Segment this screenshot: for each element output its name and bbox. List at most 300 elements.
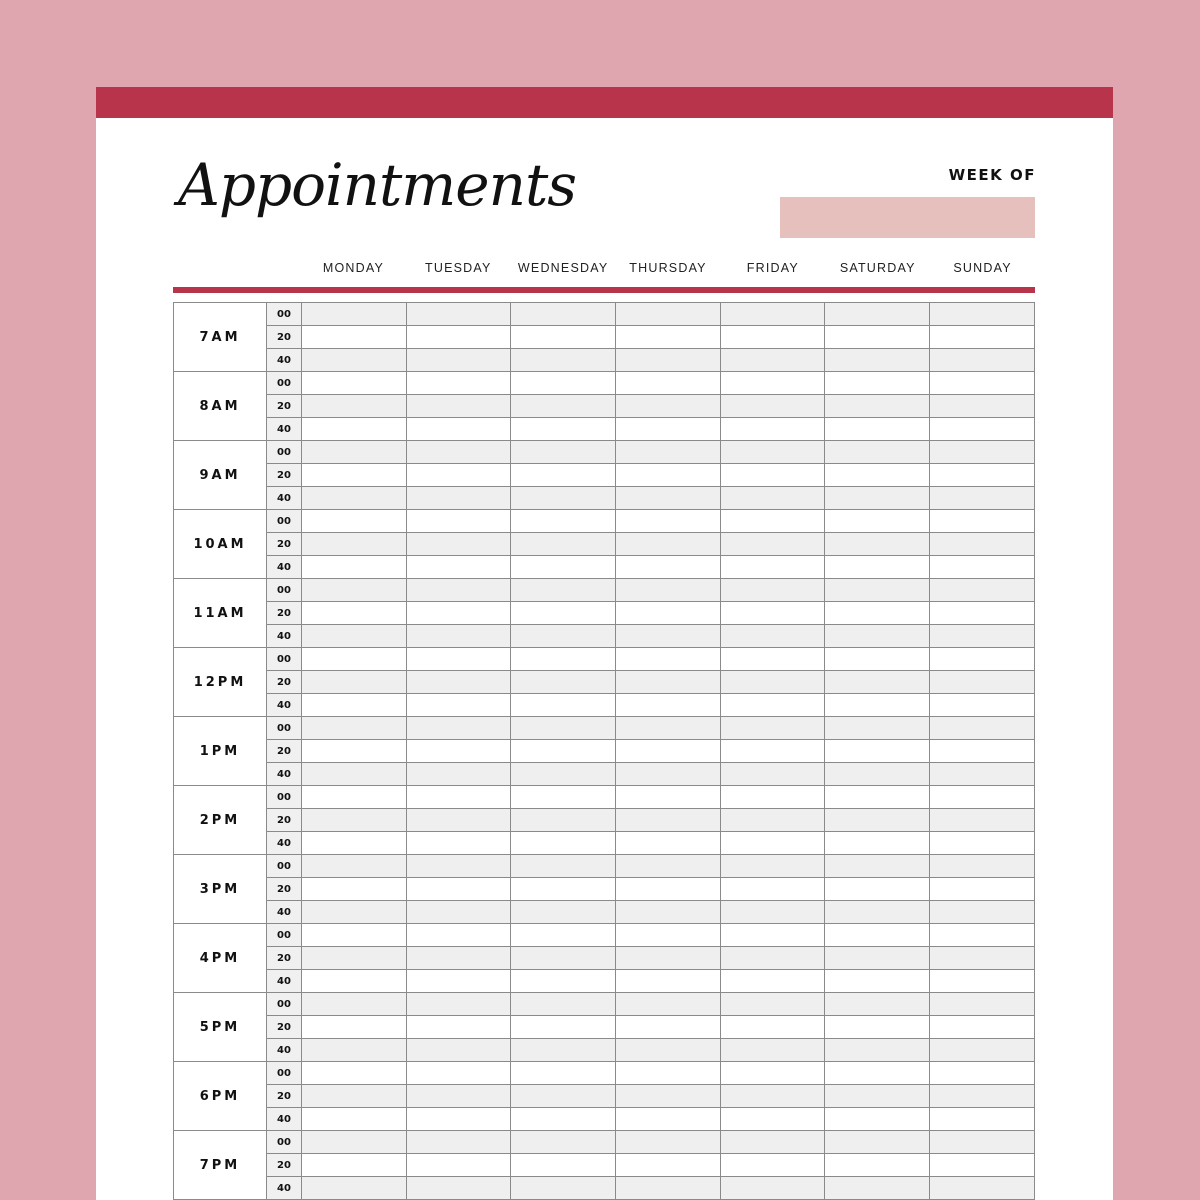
appointment-slot[interactable] xyxy=(406,671,511,694)
appointment-slot[interactable] xyxy=(302,1154,407,1177)
appointment-slot[interactable] xyxy=(302,372,407,395)
day-header-thursday: THURSDAY xyxy=(629,261,707,275)
minute-label: 00 xyxy=(267,1131,302,1154)
table-row xyxy=(174,648,1035,671)
appointment-slot[interactable] xyxy=(825,993,930,1016)
appointment-slot[interactable] xyxy=(406,625,511,648)
minute-label: 40 xyxy=(267,832,302,855)
appointment-slot[interactable] xyxy=(406,901,511,924)
appointment-slot[interactable] xyxy=(720,717,825,740)
appointment-slot[interactable] xyxy=(930,1177,1035,1200)
appointment-slot[interactable] xyxy=(511,924,616,947)
appointment-slot[interactable] xyxy=(616,510,721,533)
appointment-slot[interactable] xyxy=(302,648,407,671)
table-row xyxy=(174,1154,1035,1177)
appointment-slot[interactable] xyxy=(720,602,825,625)
appointment-slot[interactable] xyxy=(406,1016,511,1039)
appointment-slot[interactable] xyxy=(406,510,511,533)
appointment-slot[interactable] xyxy=(511,1108,616,1131)
appointment-slot[interactable] xyxy=(511,1131,616,1154)
appointment-slot[interactable] xyxy=(825,855,930,878)
appointment-slot[interactable] xyxy=(302,464,407,487)
appointment-slot[interactable] xyxy=(930,602,1035,625)
appointment-slot[interactable] xyxy=(302,878,407,901)
appointment-slot[interactable] xyxy=(302,625,407,648)
appointment-slot[interactable] xyxy=(302,395,407,418)
appointment-slot[interactable] xyxy=(406,326,511,349)
appointment-slot[interactable] xyxy=(406,1085,511,1108)
appointment-slot[interactable] xyxy=(511,855,616,878)
appointment-slot[interactable] xyxy=(720,533,825,556)
appointment-slot[interactable] xyxy=(511,878,616,901)
appointment-slot[interactable] xyxy=(406,809,511,832)
appointment-slot[interactable] xyxy=(720,832,825,855)
appointment-slot[interactable] xyxy=(616,1131,721,1154)
appointment-slot[interactable] xyxy=(511,372,616,395)
appointment-slot[interactable] xyxy=(616,464,721,487)
table-row xyxy=(174,740,1035,763)
appointment-slot[interactable] xyxy=(825,878,930,901)
appointment-slot[interactable] xyxy=(406,602,511,625)
week-of-field[interactable] xyxy=(780,197,1035,238)
appointment-slot[interactable] xyxy=(825,717,930,740)
appointment-slot[interactable] xyxy=(720,855,825,878)
appointment-slot[interactable] xyxy=(511,671,616,694)
appointment-slot[interactable] xyxy=(930,326,1035,349)
appointment-slot[interactable] xyxy=(720,1062,825,1085)
appointment-slot[interactable] xyxy=(930,947,1035,970)
appointment-slot[interactable] xyxy=(616,671,721,694)
appointment-slot[interactable] xyxy=(930,487,1035,510)
appointment-slot[interactable] xyxy=(930,1131,1035,1154)
appointment-slot[interactable] xyxy=(930,556,1035,579)
appointment-slot[interactable] xyxy=(616,326,721,349)
appointment-slot[interactable] xyxy=(302,786,407,809)
appointment-slot[interactable] xyxy=(930,924,1035,947)
table-row xyxy=(174,694,1035,717)
appointment-slot[interactable] xyxy=(302,326,407,349)
appointment-slot[interactable] xyxy=(825,740,930,763)
appointment-slot[interactable] xyxy=(511,947,616,970)
appointment-slot[interactable] xyxy=(930,1108,1035,1131)
appointment-slot[interactable] xyxy=(511,1039,616,1062)
appointment-slot[interactable] xyxy=(511,487,616,510)
appointment-slot[interactable] xyxy=(616,694,721,717)
appointment-slot[interactable] xyxy=(406,418,511,441)
appointment-slot[interactable] xyxy=(616,625,721,648)
appointment-slot[interactable] xyxy=(511,303,616,326)
appointment-slot[interactable] xyxy=(511,533,616,556)
appointment-slot[interactable] xyxy=(302,809,407,832)
appointment-slot[interactable] xyxy=(616,1039,721,1062)
appointment-slot[interactable] xyxy=(720,809,825,832)
appointment-slot[interactable] xyxy=(616,901,721,924)
appointment-slot[interactable] xyxy=(720,464,825,487)
appointment-slot[interactable] xyxy=(930,1016,1035,1039)
appointment-slot[interactable] xyxy=(825,1108,930,1131)
appointment-slot[interactable] xyxy=(720,993,825,1016)
appointment-slot[interactable] xyxy=(825,372,930,395)
appointment-slot[interactable] xyxy=(302,694,407,717)
appointment-slot[interactable] xyxy=(720,786,825,809)
appointment-slot[interactable] xyxy=(930,510,1035,533)
appointment-slot[interactable] xyxy=(930,1085,1035,1108)
appointment-slot[interactable] xyxy=(302,303,407,326)
appointment-slot[interactable] xyxy=(825,1039,930,1062)
appointment-slot[interactable] xyxy=(825,1062,930,1085)
appointment-slot[interactable] xyxy=(720,970,825,993)
appointment-slot[interactable] xyxy=(930,579,1035,602)
appointment-slot[interactable] xyxy=(406,832,511,855)
table-row xyxy=(174,786,1035,809)
appointment-slot[interactable] xyxy=(302,832,407,855)
appointment-slot[interactable] xyxy=(511,418,616,441)
appointment-slot[interactable] xyxy=(511,441,616,464)
appointment-slot[interactable] xyxy=(406,533,511,556)
minute-label: 20 xyxy=(267,947,302,970)
appointment-slot[interactable] xyxy=(930,763,1035,786)
appointment-slot[interactable] xyxy=(930,717,1035,740)
appointment-slot[interactable] xyxy=(720,1085,825,1108)
minute-label: 00 xyxy=(267,441,302,464)
appointment-slot[interactable] xyxy=(825,510,930,533)
appointment-slot[interactable] xyxy=(930,809,1035,832)
appointment-slot[interactable] xyxy=(825,924,930,947)
appointment-slot[interactable] xyxy=(406,970,511,993)
appointment-slot[interactable] xyxy=(406,372,511,395)
appointment-slot[interactable] xyxy=(406,1039,511,1062)
appointment-slot[interactable] xyxy=(616,556,721,579)
appointment-slot[interactable] xyxy=(616,487,721,510)
appointment-slot[interactable] xyxy=(406,487,511,510)
appointment-slot[interactable] xyxy=(406,993,511,1016)
appointment-slot[interactable] xyxy=(406,786,511,809)
appointment-slot[interactable] xyxy=(825,1016,930,1039)
appointment-slot[interactable] xyxy=(720,924,825,947)
appointment-slot[interactable] xyxy=(511,993,616,1016)
appointment-slot[interactable] xyxy=(930,418,1035,441)
appointment-slot[interactable] xyxy=(930,786,1035,809)
appointment-slot[interactable] xyxy=(720,1177,825,1200)
appointment-slot[interactable] xyxy=(302,441,407,464)
appointment-slot[interactable] xyxy=(616,418,721,441)
appointment-slot[interactable] xyxy=(302,602,407,625)
appointment-slot[interactable] xyxy=(720,510,825,533)
appointment-slot[interactable] xyxy=(302,855,407,878)
appointment-slot[interactable] xyxy=(302,1108,407,1131)
minute-label: 40 xyxy=(267,1039,302,1062)
minute-label: 00 xyxy=(267,648,302,671)
appointment-slot[interactable] xyxy=(825,418,930,441)
appointment-slot[interactable] xyxy=(406,579,511,602)
appointment-slot[interactable] xyxy=(825,579,930,602)
appointment-slot[interactable] xyxy=(406,855,511,878)
appointment-slot[interactable] xyxy=(720,1154,825,1177)
appointment-slot[interactable] xyxy=(302,1085,407,1108)
appointment-slot[interactable] xyxy=(616,1062,721,1085)
appointment-slot[interactable] xyxy=(825,786,930,809)
minute-label: 20 xyxy=(267,464,302,487)
appointment-slot[interactable] xyxy=(720,1016,825,1039)
hour-label: 2PM xyxy=(174,786,267,855)
appointment-slot[interactable] xyxy=(825,303,930,326)
appointment-slot[interactable] xyxy=(720,1131,825,1154)
appointment-slot[interactable] xyxy=(825,602,930,625)
appointment-slot[interactable] xyxy=(511,832,616,855)
appointment-slot[interactable] xyxy=(616,372,721,395)
appointment-slot[interactable] xyxy=(511,602,616,625)
appointment-slot[interactable] xyxy=(825,556,930,579)
appointment-slot[interactable] xyxy=(930,303,1035,326)
appointment-slot[interactable] xyxy=(616,993,721,1016)
appointment-slot[interactable] xyxy=(616,349,721,372)
appointment-slot[interactable] xyxy=(616,717,721,740)
appointment-slot[interactable] xyxy=(930,1062,1035,1085)
appointment-slot[interactable] xyxy=(406,1177,511,1200)
appointment-slot[interactable] xyxy=(302,924,407,947)
appointment-slot[interactable] xyxy=(406,1154,511,1177)
appointment-slot[interactable] xyxy=(302,717,407,740)
appointment-slot[interactable] xyxy=(825,326,930,349)
appointment-slot[interactable] xyxy=(930,694,1035,717)
appointment-slot[interactable] xyxy=(616,970,721,993)
appointment-slot[interactable] xyxy=(302,349,407,372)
appointment-slot[interactable] xyxy=(616,878,721,901)
appointment-slot[interactable] xyxy=(825,970,930,993)
appointment-slot[interactable] xyxy=(825,832,930,855)
appointment-slot[interactable] xyxy=(720,694,825,717)
appointment-slot[interactable] xyxy=(302,1177,407,1200)
appointment-slot[interactable] xyxy=(511,579,616,602)
appointment-slot[interactable] xyxy=(302,901,407,924)
appointment-slot[interactable] xyxy=(720,1108,825,1131)
appointment-slot[interactable] xyxy=(825,395,930,418)
minute-label: 00 xyxy=(267,579,302,602)
appointment-slot[interactable] xyxy=(511,717,616,740)
appointment-slot[interactable] xyxy=(302,1131,407,1154)
appointment-slot[interactable] xyxy=(406,395,511,418)
appointment-slot[interactable] xyxy=(825,625,930,648)
appointment-slot[interactable] xyxy=(930,464,1035,487)
appointment-slot[interactable] xyxy=(302,1062,407,1085)
appointment-slot[interactable] xyxy=(616,533,721,556)
hour-label: 4PM xyxy=(174,924,267,993)
appointment-slot[interactable] xyxy=(720,878,825,901)
appointment-slot[interactable] xyxy=(616,855,721,878)
appointment-slot[interactable] xyxy=(302,556,407,579)
appointment-slot[interactable] xyxy=(720,372,825,395)
appointment-slot[interactable] xyxy=(930,372,1035,395)
minute-label: 00 xyxy=(267,303,302,326)
appointment-slot[interactable] xyxy=(720,740,825,763)
appointment-slot[interactable] xyxy=(720,671,825,694)
appointment-slot[interactable] xyxy=(930,648,1035,671)
appointment-slot[interactable] xyxy=(930,625,1035,648)
appointment-slot[interactable] xyxy=(825,694,930,717)
appointment-slot[interactable] xyxy=(302,510,407,533)
appointment-slot[interactable] xyxy=(825,1177,930,1200)
appointment-slot[interactable] xyxy=(302,418,407,441)
appointment-slot[interactable] xyxy=(720,1039,825,1062)
appointment-slot[interactable] xyxy=(302,947,407,970)
appointment-slot[interactable] xyxy=(406,1131,511,1154)
appointment-slot[interactable] xyxy=(406,740,511,763)
appointment-slot[interactable] xyxy=(930,395,1035,418)
appointment-slot[interactable] xyxy=(616,786,721,809)
appointment-slot[interactable] xyxy=(511,556,616,579)
appointment-slot[interactable] xyxy=(302,970,407,993)
appointment-slot[interactable] xyxy=(825,1154,930,1177)
appointment-slot[interactable] xyxy=(616,395,721,418)
appointment-slot[interactable] xyxy=(720,326,825,349)
appointment-slot[interactable] xyxy=(616,809,721,832)
appointment-slot[interactable] xyxy=(616,1177,721,1200)
appointment-slot[interactable] xyxy=(511,326,616,349)
appointment-slot[interactable] xyxy=(930,901,1035,924)
appointment-slot[interactable] xyxy=(616,1085,721,1108)
appointment-slot[interactable] xyxy=(720,763,825,786)
appointment-slot[interactable] xyxy=(825,487,930,510)
appointment-slot[interactable] xyxy=(930,1154,1035,1177)
appointment-slot[interactable] xyxy=(616,832,721,855)
appointment-slot[interactable] xyxy=(406,947,511,970)
appointment-slot[interactable] xyxy=(930,740,1035,763)
appointment-slot[interactable] xyxy=(825,763,930,786)
appointment-slot[interactable] xyxy=(511,1016,616,1039)
appointment-slot[interactable] xyxy=(511,1085,616,1108)
appointment-slot[interactable] xyxy=(616,648,721,671)
appointment-slot[interactable] xyxy=(720,625,825,648)
appointment-slot[interactable] xyxy=(930,1039,1035,1062)
appointment-slot[interactable] xyxy=(825,1131,930,1154)
appointment-slot[interactable] xyxy=(406,441,511,464)
appointment-slot[interactable] xyxy=(511,510,616,533)
appointment-slot[interactable] xyxy=(825,464,930,487)
appointment-slot[interactable] xyxy=(720,303,825,326)
appointment-slot[interactable] xyxy=(825,441,930,464)
appointment-slot[interactable] xyxy=(406,717,511,740)
appointment-slot[interactable] xyxy=(616,924,721,947)
appointment-slot[interactable] xyxy=(511,464,616,487)
appointment-slot[interactable] xyxy=(302,1039,407,1062)
appointment-slot[interactable] xyxy=(720,395,825,418)
appointment-slot[interactable] xyxy=(930,832,1035,855)
appointment-slot[interactable] xyxy=(302,487,407,510)
appointment-slot[interactable] xyxy=(720,418,825,441)
appointment-slot[interactable] xyxy=(720,947,825,970)
appointment-slot[interactable] xyxy=(406,763,511,786)
appointment-slot[interactable] xyxy=(616,602,721,625)
appointment-slot[interactable] xyxy=(302,533,407,556)
appointment-slot[interactable] xyxy=(825,901,930,924)
appointment-slot[interactable] xyxy=(616,1016,721,1039)
appointment-slot[interactable] xyxy=(720,901,825,924)
appointment-slot[interactable] xyxy=(930,671,1035,694)
appointment-slot[interactable] xyxy=(511,1154,616,1177)
table-row xyxy=(174,1062,1035,1085)
appointment-slot[interactable] xyxy=(720,579,825,602)
appointment-slot[interactable] xyxy=(930,533,1035,556)
appointment-slot[interactable] xyxy=(406,303,511,326)
appointment-slot[interactable] xyxy=(930,349,1035,372)
minute-label: 40 xyxy=(267,625,302,648)
appointment-slot[interactable] xyxy=(511,349,616,372)
appointment-slot[interactable] xyxy=(616,763,721,786)
appointment-slot[interactable] xyxy=(511,1177,616,1200)
appointment-slot[interactable] xyxy=(825,533,930,556)
appointment-slot[interactable] xyxy=(406,924,511,947)
appointment-slot[interactable] xyxy=(511,625,616,648)
appointment-slot[interactable] xyxy=(511,395,616,418)
appointment-slot[interactable] xyxy=(825,648,930,671)
appointment-slot[interactable] xyxy=(511,694,616,717)
appointment-slot[interactable] xyxy=(302,740,407,763)
table-row xyxy=(174,1108,1035,1131)
appointment-slot[interactable] xyxy=(302,1016,407,1039)
appointment-slot[interactable] xyxy=(511,763,616,786)
appointment-slot[interactable] xyxy=(406,1108,511,1131)
minute-label: 20 xyxy=(267,395,302,418)
appointment-slot[interactable] xyxy=(406,878,511,901)
appointment-slot[interactable] xyxy=(406,694,511,717)
appointment-slot[interactable] xyxy=(930,970,1035,993)
appointment-slot[interactable] xyxy=(511,901,616,924)
appointment-slot[interactable] xyxy=(825,1085,930,1108)
appointment-slot[interactable] xyxy=(825,671,930,694)
appointment-slot[interactable] xyxy=(930,441,1035,464)
appointment-slot[interactable] xyxy=(511,809,616,832)
appointment-slot[interactable] xyxy=(825,947,930,970)
appointment-slot[interactable] xyxy=(930,878,1035,901)
appointment-slot[interactable] xyxy=(302,579,407,602)
appointment-slot[interactable] xyxy=(511,648,616,671)
appointment-slot[interactable] xyxy=(511,1062,616,1085)
appointment-slot[interactable] xyxy=(616,579,721,602)
appointment-slot[interactable] xyxy=(825,809,930,832)
table-row xyxy=(174,556,1035,579)
appointment-slot[interactable] xyxy=(720,441,825,464)
appointment-slot[interactable] xyxy=(302,671,407,694)
appointment-slot[interactable] xyxy=(406,556,511,579)
appointment-slot[interactable] xyxy=(406,349,511,372)
minute-label: 20 xyxy=(267,878,302,901)
appointment-slot[interactable] xyxy=(406,648,511,671)
appointment-slot[interactable] xyxy=(406,464,511,487)
appointment-slot[interactable] xyxy=(302,763,407,786)
appointment-slot[interactable] xyxy=(720,648,825,671)
appointment-slot[interactable] xyxy=(302,993,407,1016)
appointment-slot[interactable] xyxy=(616,947,721,970)
appointment-slot[interactable] xyxy=(616,1154,721,1177)
appointment-slot[interactable] xyxy=(825,349,930,372)
appointment-slot[interactable] xyxy=(930,855,1035,878)
appointment-slot[interactable] xyxy=(616,1108,721,1131)
appointment-slot[interactable] xyxy=(720,349,825,372)
table-row xyxy=(174,602,1035,625)
minute-label: 40 xyxy=(267,556,302,579)
appointment-slot[interactable] xyxy=(511,740,616,763)
appointment-slot[interactable] xyxy=(511,786,616,809)
table-row xyxy=(174,970,1035,993)
appointment-slot[interactable] xyxy=(720,556,825,579)
appointment-slot[interactable] xyxy=(616,303,721,326)
appointment-slot[interactable] xyxy=(616,441,721,464)
appointment-slot[interactable] xyxy=(406,1062,511,1085)
appointment-slot[interactable] xyxy=(720,487,825,510)
appointment-slot[interactable] xyxy=(930,993,1035,1016)
appointment-slot[interactable] xyxy=(511,970,616,993)
appointment-slot[interactable] xyxy=(616,740,721,763)
